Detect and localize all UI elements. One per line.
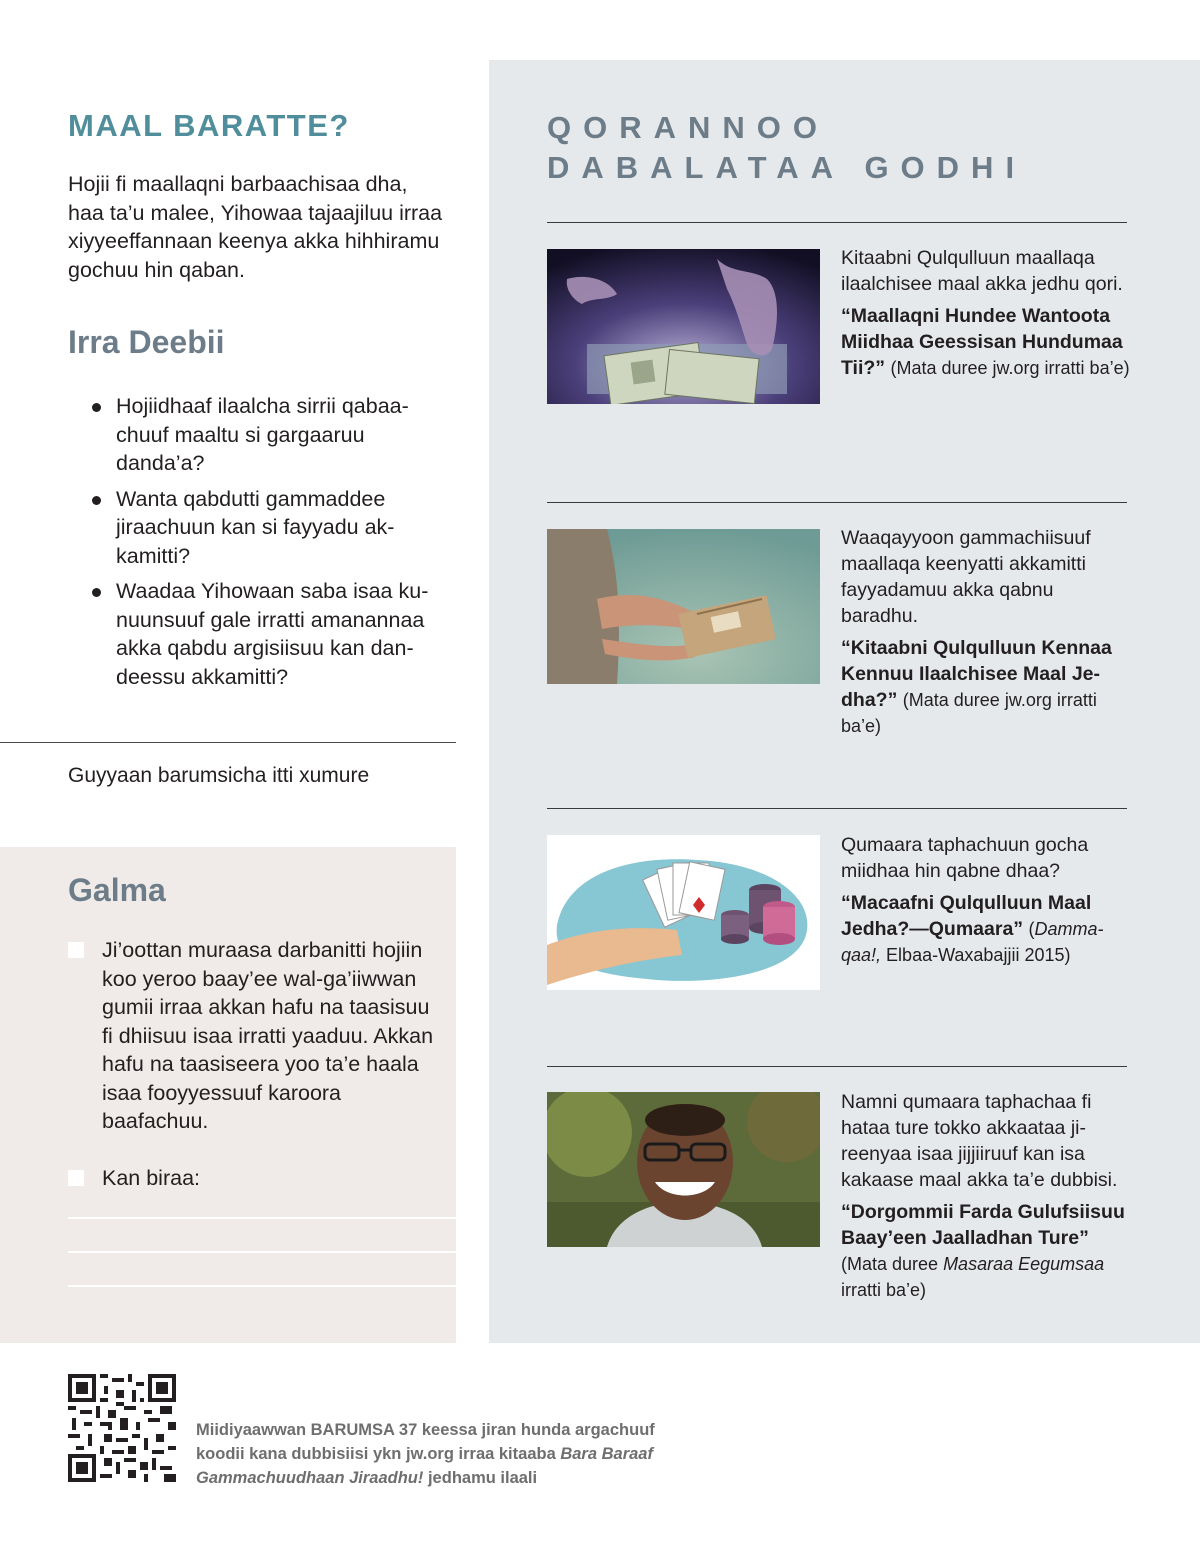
smiling-man-portrait	[547, 1092, 820, 1247]
further-study-entry: Namni qumaara taphachaa fi hataa ture tokko akkaataa ji-reenyaa isaa jijjiiruuf kan isa kakaase maal akka ta’e dubbisi. “Dorgommii Farda Gulufsiisuu Baay’een Jaalladhan Ture” (Mata duree Masaraa Eegumsaa irratti ba’e)	[841, 1091, 1125, 1300]
article-title-link[interactable]: “Dorgommii Farda Gulufsiisuu Baay’een Jaalladhan Ture”	[841, 1201, 1125, 1249]
smiling-man-image	[547, 1092, 820, 1247]
further-study-heading: QORANNOO DABALATAA GODHI	[547, 110, 1027, 185]
bullet-icon	[92, 588, 101, 597]
divider	[547, 1066, 1127, 1067]
divider	[0, 742, 456, 743]
giving-gift-image	[547, 529, 820, 684]
further-study-entry: Qumaara taphachuun gocha miidhaa hin qabne dhaa? “Macaafni Qulqulluun Maal Jedha?—Qumaara” (Damma-qaa!, Elbaa-Waxabajjii 2015)	[841, 834, 1104, 965]
completion-date-label: Guyyaan barumsicha itti xumure	[68, 764, 370, 787]
footer-note: Miidiyaawwan BARUMSA 37 keessa jiran hunda argachuuf koodii kana dubbisiisi ykn jw.org irraa kitaaba Bara Baraaf Gammachuudhaan Jiraadhu! jedhamu ilaali	[196, 1421, 655, 1487]
further-study-entry: Kitaabni Qulqulluun maallaqa ilaalchisee maal akka jedhu qori. “Maallaqni Hundee Wantoota Miidhaa Geessisan Hundumaa Tii?” (Mata duree jw.org irratti ba’e)	[841, 247, 1130, 379]
goal-item[interactable]: Ji’oottan muraasa darbanitti hojiin koo yeroo baay’ee wal-ga’iiwwan gumii irraa akkan hafu na taasisuu fi dhiisuu isaa irratti yaaduu. Akkan hafu na taasiseera yoo ta’e haala isaa fooyyessuuf karoora baafachuu.	[68, 936, 438, 1136]
page-title: MAAL BARATTE?	[68, 108, 350, 143]
checkbox-icon[interactable]	[68, 1170, 84, 1186]
goal-item-other[interactable]: Kan biraa:	[68, 1164, 438, 1193]
write-in-line[interactable]	[68, 1217, 456, 1219]
giving-gift-icon	[547, 529, 820, 684]
playing-cards-chips-image	[547, 835, 820, 990]
bullet-icon	[92, 403, 101, 412]
qr-code-icon	[68, 1374, 176, 1482]
article-title-link[interactable]: “Kitaabni Qulqulluun Kennaa Kennuu Ilaalchisee Maal Je-dha?”	[841, 637, 1112, 711]
hands-over-money-image	[547, 249, 820, 404]
playing-cards-chips-icon	[547, 835, 820, 990]
article-title-link[interactable]: “Maallaqni Hundee Wantoota Miidhaa Geessisan Hundumaa Tii?”	[841, 305, 1123, 379]
review-heading: Irra Deebii	[68, 324, 225, 360]
article-title-link[interactable]: “Macaafni Qulqulluun Maal Jedha?—Qumaara”	[841, 892, 1092, 940]
list-item: Hojiidhaaf ilaalcha sirrii qabaa-chuuf maaltu si gargaaruu danda’a?	[92, 392, 457, 478]
checkbox-icon[interactable]	[68, 942, 84, 958]
list-item: Wanta qabdutti gammaddee jiraachuun kan si fayyadu ak-kamitti?	[92, 485, 457, 571]
review-question-list	[92, 392, 457, 698]
goal-heading: Galma	[68, 872, 166, 908]
list-item: Waadaa Yihowaan saba isaa ku-nuunsuuf gale irratti amanannaa akka qabdu argisiisuu kan dan-deessu akkamitti?	[92, 577, 457, 691]
bullet-icon	[92, 496, 101, 505]
divider	[547, 502, 1127, 503]
further-study-entry: Waaqayyoon gammachiisuuf maallaqa keenyatti akkamitti fayyadamuu akka qabnu baradhu. “Kitaabni Qulqulluun Kennaa Kennuu Ilaalchisee Maal Je-dha?” (Mata duree jw.org irratti ba’e)	[841, 527, 1112, 736]
write-in-line[interactable]	[68, 1285, 456, 1287]
divider	[547, 808, 1127, 809]
qr-code[interactable]	[68, 1374, 176, 1482]
write-in-line[interactable]	[68, 1251, 456, 1253]
intro-paragraph: Hojii fi maallaqni barbaachisaa dha, haa ta’u malee, Yihowaa tajaajiluu irraa xiyyeeffannaan keenya akka hihhiramu gochuu hin qaban.	[68, 172, 443, 282]
hands-over-money-icon	[547, 249, 820, 404]
divider	[547, 222, 1127, 223]
